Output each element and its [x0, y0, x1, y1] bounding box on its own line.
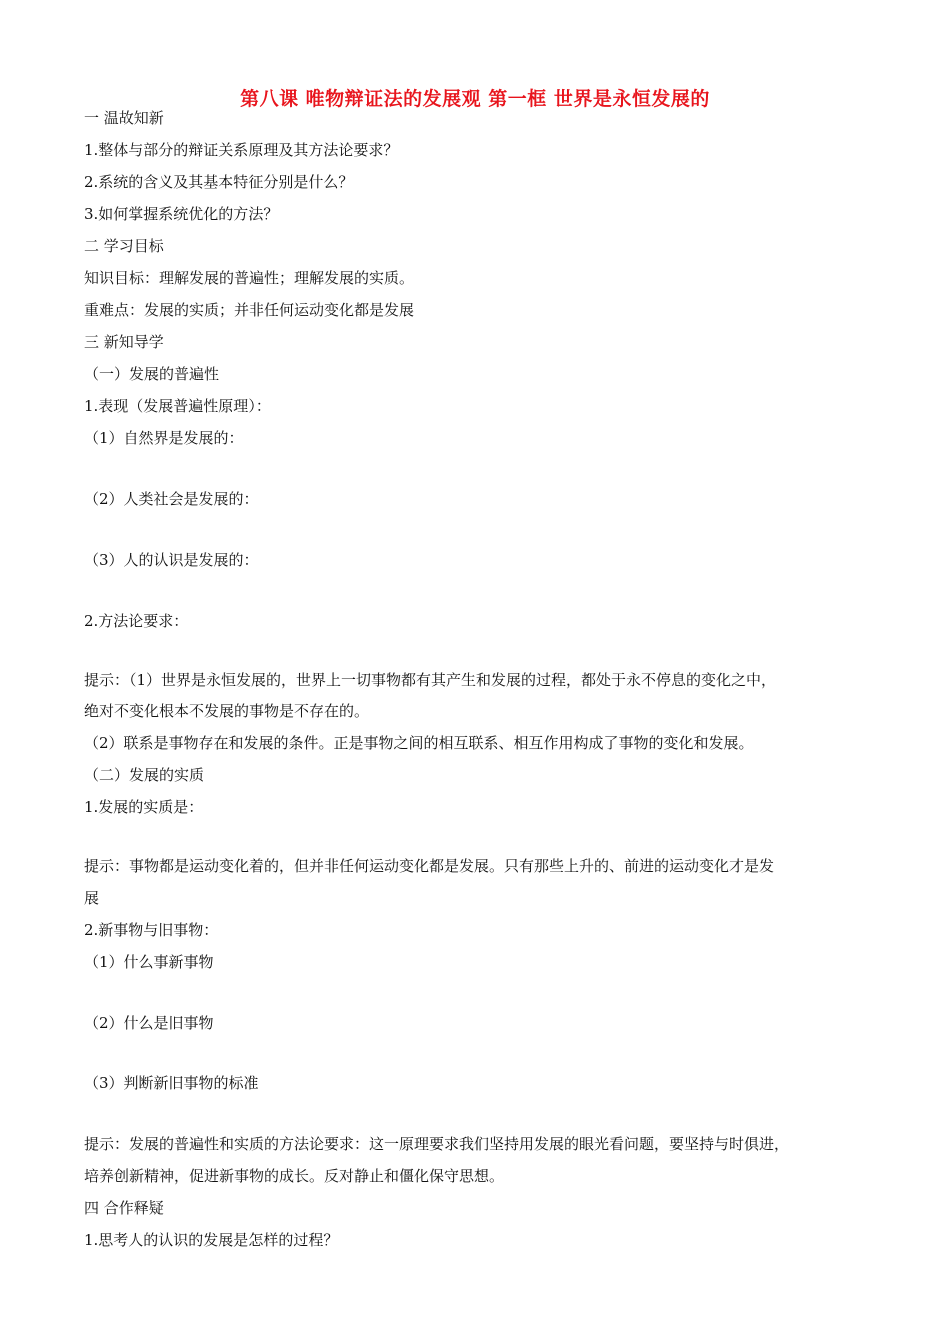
item-methodology: 2.方法论要求：: [84, 612, 189, 630]
section-heading-review: 一 温故知新: [84, 109, 164, 127]
hint-1-line-2: 绝对不变化根本不发展的事物是不存在的。: [84, 702, 370, 720]
hint-2-line-1: 提示：事物都是运动变化着的，但并非任何运动变化都是发展。只有那些上升的、前进的运动变化才是发: [84, 857, 775, 875]
hint-2-line-2: 展: [84, 889, 100, 907]
item-cognition: （3）人的认识是发展的：: [84, 551, 259, 569]
document-title: 第八课 唯物辩证法的发展观 第一框 世界是永恒发展的: [240, 88, 710, 110]
section-heading-cooperation: 四 合作释疑: [84, 1199, 164, 1217]
key-points: 重难点：发展的实质；并非任何运动变化都是发展: [84, 301, 415, 319]
item-manifestation: 1.表现（发展普遍性原理）：: [84, 397, 271, 415]
hint-3-line-1: 提示：发展的普遍性和实质的方法论要求：这一原理要求我们坚持用发展的眼光看问题，要坚持与时俱进，: [84, 1135, 790, 1153]
subsection-heading-essence: （二）发展的实质: [84, 766, 205, 784]
item-new-thing: （1）什么事新事物: [84, 953, 214, 971]
hint-1-line-1: 提示：（1）世界是永恒发展的，世界上一切事物都有其产生和发展的过程，都处于永不停息的变化之中，: [84, 671, 777, 689]
item-essence: 1.发展的实质是：: [84, 798, 204, 816]
review-question-3: 3.如何掌握系统优化的方法？: [84, 205, 279, 223]
item-society: （2）人类社会是发展的：: [84, 490, 259, 508]
section-heading-objectives: 二 学习目标: [84, 237, 164, 255]
subsection-heading-universality: （一）发展的普遍性: [84, 365, 220, 383]
item-new-old-things: 2.新事物与旧事物：: [84, 921, 219, 939]
hint-1-line-3: （2）联系是事物存在和发展的条件。正是事物之间的相互联系、相互作用构成了事物的变化和发展。: [84, 734, 754, 752]
knowledge-objective: 知识目标：理解发展的普遍性；理解发展的实质。: [84, 269, 415, 287]
cooperation-question-1: 1.思考人的认识的发展是怎样的过程？: [84, 1231, 339, 1249]
section-heading-new-knowledge: 三 新知导学: [84, 333, 164, 351]
hint-3-line-2: 培养创新精神，促进新事物的成长。反对静止和僵化保守思想。: [84, 1167, 505, 1185]
review-question-2: 2.系统的含义及其基本特征分别是什么？: [84, 173, 354, 191]
item-nature: （1）自然界是发展的：: [84, 429, 244, 447]
item-old-thing: （2）什么是旧事物: [84, 1014, 214, 1032]
review-question-1: 1.整体与部分的辩证关系原理及其方法论要求？: [84, 141, 399, 159]
item-criterion: （3）判断新旧事物的标准: [84, 1074, 259, 1092]
